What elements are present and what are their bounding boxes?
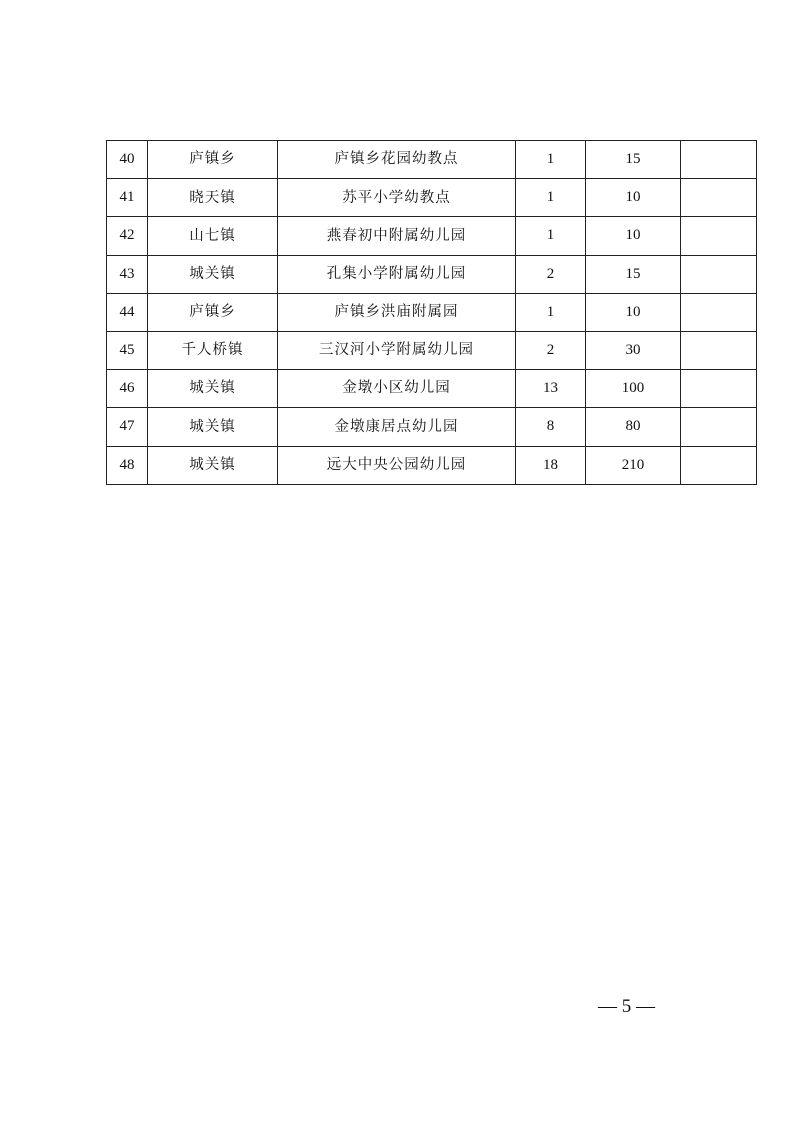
cell-students: 10: [586, 179, 681, 217]
cell-town: 千人桥镇: [148, 331, 278, 369]
cell-students: 10: [586, 293, 681, 331]
cell-no: 45: [107, 331, 148, 369]
cell-name: 远大中央公园幼儿园: [278, 446, 516, 484]
cell-classes: 1: [516, 141, 586, 179]
table-row: [107, 370, 757, 408]
cell-classes: 2: [516, 331, 586, 369]
cell-classes: 1: [516, 179, 586, 217]
page-number: — 5 —: [598, 996, 655, 1017]
kindergarten-table: [106, 140, 757, 485]
table-row: [107, 217, 757, 255]
cell-town: 庐镇乡: [148, 141, 278, 179]
cell-town: 山七镇: [148, 217, 278, 255]
cell-name: 苏平小学幼教点: [278, 179, 516, 217]
cell-note: [681, 217, 757, 255]
cell-note: [681, 141, 757, 179]
cell-classes: 1: [516, 217, 586, 255]
cell-no: 42: [107, 217, 148, 255]
table-row: [107, 408, 757, 446]
cell-note: [681, 179, 757, 217]
table-row: [107, 141, 757, 179]
cell-no: 40: [107, 141, 148, 179]
cell-students: 10: [586, 217, 681, 255]
cell-students: 15: [586, 255, 681, 293]
cell-classes: 1: [516, 293, 586, 331]
cell-town: 城关镇: [148, 446, 278, 484]
cell-name: 庐镇乡花园幼教点: [278, 141, 516, 179]
cell-students: 210: [586, 446, 681, 484]
cell-students: 100: [586, 370, 681, 408]
cell-note: [681, 293, 757, 331]
cell-students: 30: [586, 331, 681, 369]
cell-no: 47: [107, 408, 148, 446]
cell-note: [681, 331, 757, 369]
cell-classes: 2: [516, 255, 586, 293]
table-row: [107, 446, 757, 484]
table-row: [107, 331, 757, 369]
table-row: [107, 293, 757, 331]
table-row: [107, 179, 757, 217]
cell-town: 城关镇: [148, 408, 278, 446]
cell-classes: 8: [516, 408, 586, 446]
cell-name: 庐镇乡洪庙附属园: [278, 293, 516, 331]
cell-town: 城关镇: [148, 370, 278, 408]
cell-no: 41: [107, 179, 148, 217]
cell-note: [681, 255, 757, 293]
cell-note: [681, 446, 757, 484]
cell-no: 48: [107, 446, 148, 484]
cell-classes: 13: [516, 370, 586, 408]
cell-note: [681, 370, 757, 408]
table-row: [107, 255, 757, 293]
cell-students: 15: [586, 141, 681, 179]
cell-name: 金墩小区幼儿园: [278, 370, 516, 408]
cell-town: 庐镇乡: [148, 293, 278, 331]
cell-no: 44: [107, 293, 148, 331]
cell-name: 三汉河小学附属幼儿园: [278, 331, 516, 369]
cell-town: 晓天镇: [148, 179, 278, 217]
cell-name: 金墩康居点幼儿园: [278, 408, 516, 446]
cell-no: 46: [107, 370, 148, 408]
cell-name: 燕春初中附属幼儿园: [278, 217, 516, 255]
cell-town: 城关镇: [148, 255, 278, 293]
cell-classes: 18: [516, 446, 586, 484]
cell-no: 43: [107, 255, 148, 293]
table-body: [107, 141, 757, 485]
cell-students: 80: [586, 408, 681, 446]
cell-name: 孔集小学附属幼儿园: [278, 255, 516, 293]
cell-note: [681, 408, 757, 446]
